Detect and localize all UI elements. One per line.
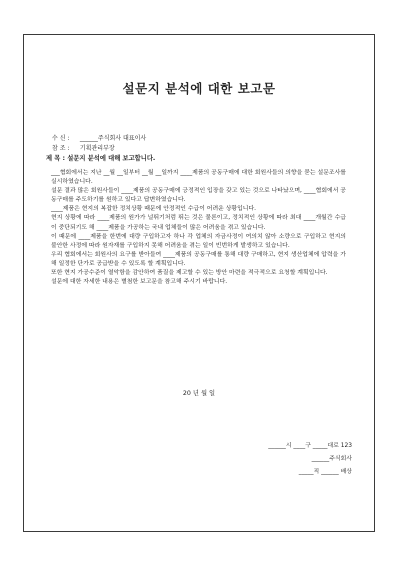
reference-value: 기획관리부장 [79,145,115,152]
sender-address: ______시 ____구 _____대로 123 [268,443,352,449]
document-date: 20 년 월 일 [182,390,216,397]
document-body [51,169,346,287]
body-paragraph: ___협회에서는 지난 __월 __일부터 __월 __일까지 ____제품의 공동구매에 대한 회원사들의 의향을 묻는 설문조사를 실시하였습니다. [51,170,346,186]
recipient-value: ______주식회사 대표이사 [79,135,147,142]
body-paragraph: 우리 협회에서는 회원사의 요구를 받아들여 ____제품의 공동구매를 통해 대량 구매하고, 현지 생산업체에 압력을 가해 일정한 단가로 공급받을 수 있도록 할 계획입니다. [51,251,346,267]
reference-label: 참 조 : [52,145,70,152]
body-paragraph: 이 때문에 ____제품을 한번에 대량 구입하고자 하나 각 업체의 자금사정이 여의치 않아 소량으로 구입하고 현지의 불안한 사정에 따라 원자재를 구입하지 못해 어려움을 겪는 일이 빈번하게 발생하고 있습니다. [51,233,346,249]
body-paragraph: ____제품은 현지의 복잡한 정치상황 때문에 안정적인 수급이 어려운 상황입니다. [51,206,257,213]
recipient-label: 수 신 : [52,135,70,142]
body-paragraph: 또한 현지 가공수준이 열악함을 감안하여 품질을 제고할 수 있는 방안 마련을 적극적으로 요청할 계획입니다. [51,270,328,277]
document-page [23,34,375,532]
subject-line: 제 목 : 설문지 분석에 대해 보고합니다. [46,155,156,162]
body-paragraph: 설문에 대한 자세한 내용은 별첨한 보고문을 참고해 주시기 바랍니다. [51,279,228,286]
sender-company: ______주식회사 [311,456,352,462]
document-title: 설문지 분석에 대한 보고문 [122,81,276,96]
body-paragraph: 설문 결과 많은 회원사들이 ____제품의 공동구매에 긍정적인 입장을 갖고 있는 것으로 나타났으며, ____협회에서 공동구매를 주도하기를 원하고 있다고 답변하였습니다. [51,188,346,204]
reference-line [52,145,115,153]
sender-signature: _____직 ______ 배상 [298,469,352,475]
body-paragraph: 현지 상황에 따라 ____제품의 원가가 널뛰기처럼 뛰는 것은 물론이고, 정치적인 상황에 따라 최대 ____개월간 수급이 중단되기도 해 ____제품을 가공하는 국내 업체들이 많은 어려움을 겪고 있습니다. [51,215,346,231]
recipient-line [52,135,146,143]
